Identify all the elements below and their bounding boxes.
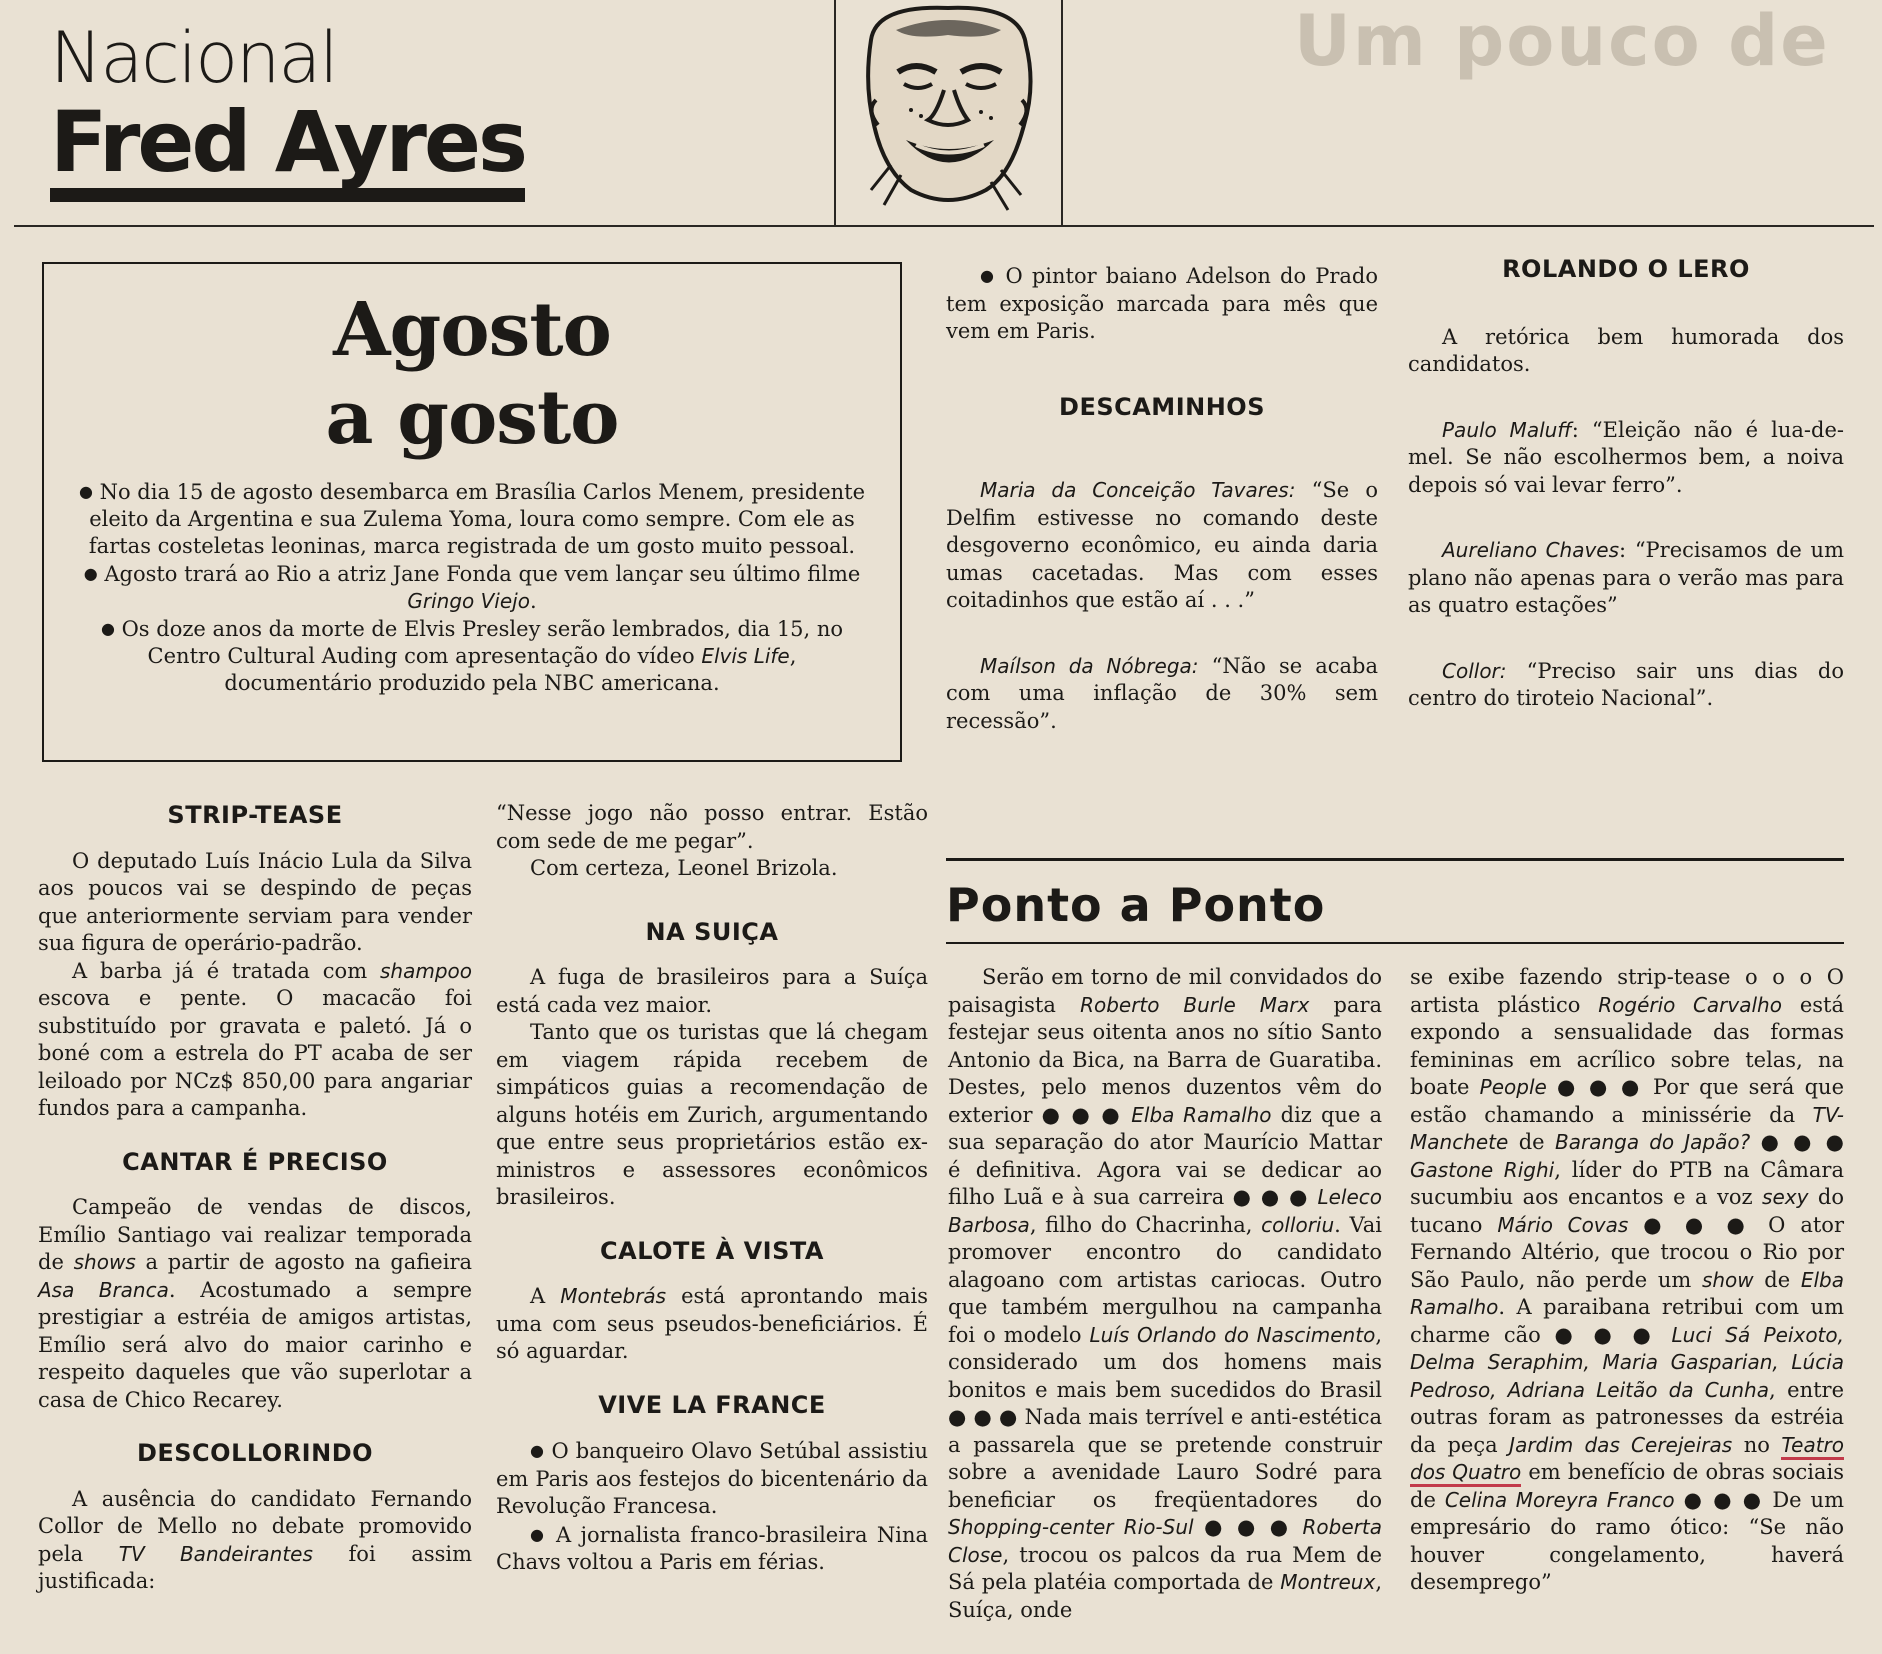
feature-item-text: No dia 15 de agosto desembarca em Brasília Carlos Menem, presidente eleito da Argentina e sua Zulema Yoma, loura como sempre. Com ele as fartas costeletas leoninas, marca registrada de um gosto muito pessoal.: [88, 480, 866, 558]
text: de: [1508, 1130, 1556, 1154]
speaker-name: Collor:: [1442, 658, 1507, 683]
paragraph: [38, 1486, 472, 1596]
text: , Suíça, onde: [948, 1570, 1382, 1622]
bullet-icon: ●: [100, 619, 115, 638]
section-name: Nacional: [50, 17, 337, 99]
text: ● ● ● O ator Fernando Altério, que trocou o Rio por São Paulo, não perde um: [1410, 1212, 1844, 1292]
italic-text: Montebrás: [560, 1284, 667, 1308]
ponto-column-left: [948, 964, 1382, 1624]
column-4: [1408, 256, 1844, 713]
paragraph: A fuga de brasileiros para a Suíça está cada vez maior.: [496, 965, 928, 1017]
ponto-paragraph: [948, 964, 1382, 1624]
text: : “Eleição não é lua-de-mel. Se não escolhermos bem, a noiva depois só vai levar ferro”.: [1408, 417, 1844, 497]
heading-descollorindo: DESCOLLORINDO: [136, 1439, 374, 1467]
italic-name: People: [1479, 1075, 1547, 1099]
italic-name: Jardim das Cerejeiras: [1509, 1432, 1733, 1457]
text: “Se o Delfim estivesse no comando deste desgoverno econômico, eu ainda daria umas cacetadas. Mas com esses coitadinhos que estão aí . . .”: [946, 478, 1378, 612]
text: Serão em torno de mil convidados do paisagista: [948, 965, 1382, 1017]
heading-na-suica: NA SUIÇA: [645, 917, 779, 946]
underlined-venue: Teatro dos Quatro: [1410, 1433, 1844, 1488]
heading-rolando-o-lero: ROLANDO O LERO: [1502, 255, 1750, 283]
text: ● ● ●: [1193, 1515, 1303, 1539]
text: . Vai promover encontro do candidato alagoano com artistas cariocas. Outro que também mergulhou na campanha foi o modelo: [948, 1212, 1382, 1347]
quote-paragraph: [1408, 537, 1844, 620]
quote-paragraph: [1408, 658, 1844, 713]
columnist-portrait: [834, 0, 1063, 225]
text: A jornalista franco-brasileira Nina Chavs voltou a Paris em férias.: [496, 1522, 928, 1574]
paragraph: [496, 1437, 928, 1521]
text: A: [530, 1284, 561, 1308]
text: ● ● ●: [1750, 1130, 1845, 1154]
italic-name: TV-Manchete: [1410, 1102, 1844, 1154]
bleed-through-headline: Um pouco de: [1294, 0, 1830, 82]
italic-name: Roberta Close: [948, 1515, 1382, 1567]
text: , líder do PTB na Câmara sucumbiu aos encantos e a voz: [1410, 1157, 1844, 1209]
quote-paragraph: [1408, 417, 1844, 500]
text: do tucano: [1410, 1185, 1844, 1237]
heading-calote: CALOTE À VISTA: [600, 1236, 824, 1265]
bullet-icon: ●: [83, 564, 98, 583]
paragraph: [38, 958, 472, 1123]
column-3: [946, 262, 1378, 735]
text: a partir de agosto na gafieira: [135, 1250, 472, 1274]
column-2: [496, 800, 928, 1577]
quote-paragraph: [946, 477, 1378, 615]
text: foi assim justificada:: [38, 1541, 473, 1593]
feature-title-line-2: a gosto: [325, 375, 619, 461]
caricature-illustration: [836, 0, 1061, 225]
italic-text: shampoo: [379, 958, 472, 983]
paragraph: [496, 1283, 928, 1366]
ponto-a-ponto-title: Ponto a Ponto: [946, 878, 1326, 932]
column-brand: [50, 18, 530, 202]
feature-title: [44, 286, 900, 462]
italic-name: Montreux: [1280, 1570, 1376, 1594]
text: O banqueiro Olavo Setúbal assistiu em Paris aos festejos do bicentenário da Revolução Francesa.: [496, 1439, 928, 1518]
text: . A paraibana retribui com um charme cão ● ● ●: [1410, 1295, 1844, 1347]
speaker-name: Paulo Maluff: [1442, 417, 1572, 442]
text: diz que a sua separação do ator Maurício Mattar é definitiva. Agora vai se dedicar ao filho Luã e à sua carreira ● ● ●: [948, 1102, 1382, 1209]
paragraph: O deputado Luís Inácio Lula da Silva aos poucos vai se despindo de peças que anteriormente serviam para vender sua figura de operário-padrão.: [38, 848, 472, 955]
text: A barba já é tratada com: [72, 958, 380, 983]
speaker-name: Maílson da Nóbrega:: [980, 653, 1199, 678]
feature-item-text: Agosto trará ao Rio a atriz Jane Fonda que vem lançar seu último filme: [104, 562, 861, 586]
text: para festejar seus oitenta anos no sítio Santo Antonio da Bica, na Barra de Guaratiba. Destes, pelo menos duzentos vêm do exterior ● ● ●: [948, 992, 1383, 1127]
paragraph: Tanto que os turistas que lá chegam em viagem rápida recebem de simpáticos guias a recomendação de alguns hotéis em Zurich, argumentando que entre seus proprietários estão ex-ministros e assessores econômicos brasileiros.: [496, 1020, 928, 1209]
text: ● ● ● Por que será que estão chamando a minissérie da: [1410, 1075, 1844, 1127]
text: de: [1753, 1267, 1801, 1292]
italic-name: Celina Moreyra Franco: [1444, 1487, 1675, 1512]
feature-item-text: , documentário produzido pela NBC americana.: [224, 644, 797, 695]
italic-text: Asa Branca: [38, 1277, 169, 1302]
quote-paragraph: [946, 653, 1378, 736]
italic-name: Baranga do Japão?: [1555, 1130, 1751, 1154]
feature-item: [78, 560, 866, 615]
bullet-icon: ●: [78, 482, 93, 501]
paragraph: [496, 1521, 928, 1577]
italic-text: shows: [73, 1250, 136, 1274]
text: , entre outras foram as patronesses da estréia da peça: [1410, 1377, 1844, 1457]
feature-title-line-1: Agosto: [333, 287, 611, 373]
feature-item: [78, 478, 866, 560]
feature-body: [78, 478, 866, 697]
bullet-icon: ●: [530, 1524, 547, 1544]
paragraph: [38, 1194, 472, 1414]
speaker-name: Aureliano Chaves: [1442, 538, 1620, 562]
text: Campeão de vendas de discos, Emílio Santiago vai realizar temporada de: [38, 1195, 472, 1274]
italic-name: Elba Ramalho: [1410, 1267, 1844, 1319]
text: : “Precisamos de um plano não apenas para o verão mas para as quatro estações”: [1408, 538, 1844, 617]
text: está expondo a sensualidade das formas femininas em acrílico sobre telas, na boate: [1410, 992, 1844, 1099]
italic-name: Leleco Barbosa: [948, 1185, 1382, 1237]
heading-descaminhos: DESCAMINHOS: [1059, 392, 1265, 421]
column-header: [14, 0, 1874, 227]
paragraph: A retórica bem humorada dos candidatos.: [1408, 324, 1844, 376]
italic-name: Elba Ramalho: [1131, 1102, 1272, 1127]
italic-name: Gastone Righi: [1410, 1157, 1555, 1182]
video-title: Elvis Life: [701, 644, 790, 668]
heading-vive-la-france: VIVE LA FRANCE: [598, 1390, 826, 1419]
italic-name: Roberto Burle Marx: [1080, 992, 1310, 1017]
quote-attribution: Com certeza, Leonel Brizola.: [530, 856, 838, 880]
text: , trocou os palcos da rua Mem de Sá pela platéia comportada de: [948, 1542, 1382, 1594]
text: “Não se acaba com uma inflação de 30% sem recessão”.: [946, 653, 1378, 733]
bullet-icon: ●: [980, 266, 997, 285]
feature-box: [42, 262, 902, 762]
heading-cantar: CANTAR É PRECISO: [122, 1147, 388, 1176]
text: no: [1732, 1432, 1782, 1457]
text: A ausência do candidato Fernando Collor de Mello no debate promovido pela: [38, 1486, 472, 1566]
text: em benefício de obras sociais de: [1410, 1460, 1845, 1512]
paragraph: [946, 262, 1378, 346]
italic-name: Luci Sá Peixoto, Delma Seraphim, Maria Gasparian, Lúcia Pedroso, Adriana Leitão da Cunha: [1410, 1322, 1844, 1402]
text: O pintor baiano Adelson do Prado tem exposição marcada para mês que vem em Paris.: [946, 264, 1378, 343]
text: ● ● ● De um empresário do ramo ótico: “Se não houver congelamento, haverá desemprego”: [1410, 1487, 1844, 1594]
text: , considerado um dos homens mais bonitos e mais bem sucedidos do Brasil ● ● ● Nada mais terrível e anti-estética a passarela que se pretende construir sobre a avenidade Lauro Sodré para beneficiar os freqüentadores do: [948, 1322, 1383, 1512]
italic-name: Luís Orlando do Nascimento: [1089, 1322, 1376, 1347]
section-rule: [946, 858, 1844, 861]
text: está aprontando mais uma com seus pseudos-beneficiários. É só aguardar.: [496, 1284, 928, 1363]
italic-name: Mário Covas: [1497, 1212, 1629, 1237]
feature-item: [78, 615, 866, 697]
italic-name: colloriu: [1261, 1212, 1335, 1237]
italic-name: Rogério Carvalho: [1598, 992, 1782, 1017]
columnist-name: Fred Ayres: [50, 98, 525, 202]
film-title: Gringo Viejo: [407, 589, 530, 613]
bullet-icon: ●: [530, 1441, 545, 1460]
italic-name: show: [1701, 1267, 1754, 1292]
speaker-name: Maria da Conceição Tavares:: [980, 478, 1296, 502]
italic-text: TV Bandeirantes: [118, 1541, 313, 1566]
text: escova e pente. O macacão foi substituído por gravata e paletó. Já o boné com a estrela do PT acaba de ser leiloado por NCz$ 850,00 para angariar fundos para a campanha.: [38, 986, 472, 1120]
heading-strip-tease: STRIP-TEASE: [167, 801, 343, 829]
italic-name: Shopping-center Rio-Sul: [948, 1515, 1194, 1539]
feature-item-text: .: [529, 589, 537, 613]
text: , filho do Chacrinha,: [1029, 1212, 1262, 1237]
section-rule: [946, 942, 1844, 944]
ponto-column-right: [1410, 964, 1844, 1597]
feature-item-text: Os doze anos da morte de Elvis Presley serão lembrados, dia 15, no Centro Cultural Auding com apresentação do vídeo: [121, 617, 844, 668]
brizola-quote: “Nesse jogo não posso entrar. Estão com sede de me pegar”.: [496, 801, 928, 853]
ponto-paragraph: [1410, 964, 1844, 1597]
text: se exibe fazendo strip-tease o o o O artista plástico: [1410, 965, 1844, 1017]
text: “Preciso sair uns dias do centro do tiroteio Nacional”.: [1408, 658, 1844, 710]
text: . Acostumado a sempre prestigiar a estréia de amigos artistas, Emílio será alvo do maior carinho e respeito daqueles que vão superlotar a casa de Chico Recarey.: [38, 1277, 473, 1412]
column-1: [38, 802, 472, 1596]
italic-name: sexy: [1762, 1185, 1809, 1209]
